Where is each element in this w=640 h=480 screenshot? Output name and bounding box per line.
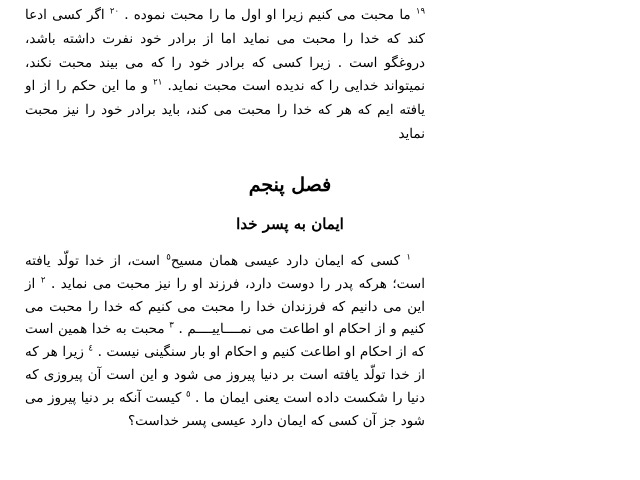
passage-top-paragraph [25, 4, 425, 147]
verse-1-text: کسی که ایمان دارد عیسی همان مسیح [170, 253, 407, 269]
passage-main-paragraph [25, 250, 425, 432]
verse-number-2: ٢ [40, 275, 46, 286]
verse-number-4: ٤ [88, 343, 93, 354]
verse-number-3: ٣ [169, 320, 174, 331]
verse-number-21: ٢١ [153, 77, 163, 88]
verse-2-text: از این می دانیم که فرزندان خدا را محبت می کنیم که خدا را محبت می کنیم و از احکام او اطاعت می نمــــاییــــم . [25, 275, 425, 338]
verse-number-5: ٥ [185, 389, 191, 400]
verse-4-text: زیرا هر که از خدا تولّد یافته است بر دنیا پیروز می شود و این است آن پیروزی که دنیا را شکست داده است یعنی ایمان ما . [25, 344, 425, 406]
verse-number-1: ١ [406, 252, 411, 263]
verse-3-text: محبت به خدا همین است که از احکام او اطاعت کنیم و احکام او بار سنگینی نیست . [25, 321, 425, 361]
verse-19-text: ما محبت می کنیم زیرا او اول ما را محبت نموده . [119, 7, 416, 23]
verse-5-text: کیست آنکه بر دنیا پیروز می شود جز آن کسی که ایمان دارد عیسی پسر خداست؟ [25, 389, 425, 429]
verse-number-20: ٢٠ [109, 6, 120, 17]
verse-1-text-continued: است، از خدا تولّد یافته است؛ هرکه پدر را دوست دارد، فرزند او را نیز محبت می نماید . [25, 253, 425, 292]
verse-21-text: و ما این حکم را از او یافته ایم که هر که خدا را محبت می کند، باید برادر خود را نیز محبت نماید [25, 78, 425, 142]
section-title: ایمان به پسر خدا [236, 215, 344, 233]
footnote-marker: ٥ [166, 252, 171, 263]
chapter-title: فصل پنجم [248, 174, 332, 196]
verse-number-19: ١٩ [415, 6, 426, 17]
verse-20-text: اگر کسی ادعا کند که خدا را محبت می نماید اما از برادر خود نفرت داشته باشد، دروغگو است . زیرا کسی که برادر خود را که می بیند محبت نکند، نمیتواند خدایی را که ندیده است محبت نماید. [25, 7, 425, 95]
